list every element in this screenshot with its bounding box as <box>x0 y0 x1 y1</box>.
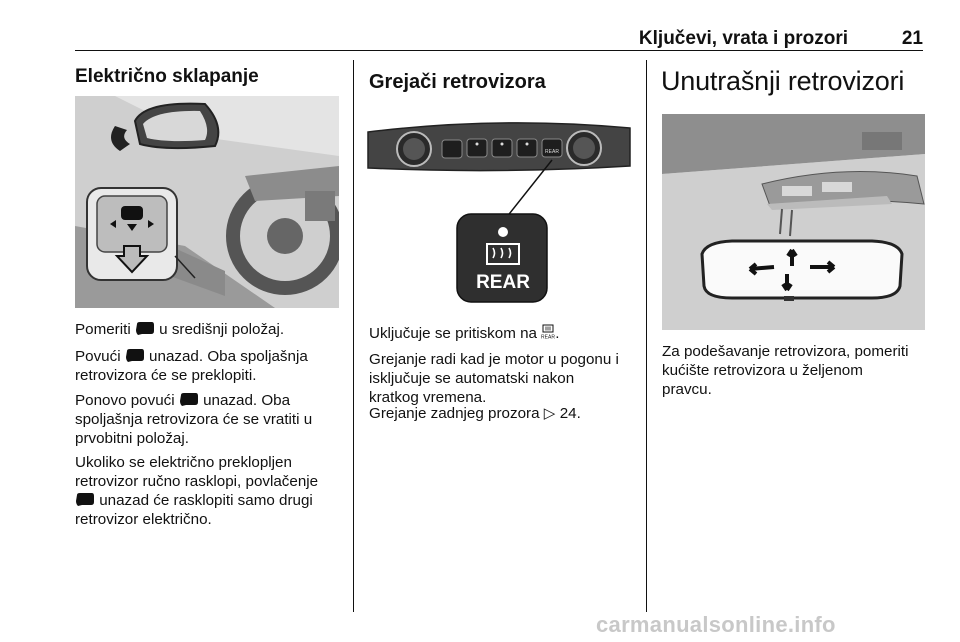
column-separator <box>646 60 647 612</box>
page-header <box>75 26 923 51</box>
section-heading-interior-mirrors: Unutrašnji retrovizori <box>661 66 905 96</box>
paragraph <box>75 347 308 385</box>
door-mirror-switch-illustration <box>75 96 339 308</box>
text: unazad. Oba spoljašnja <box>144 348 308 365</box>
mirror-switch-icon <box>135 322 155 336</box>
text: unazad. Oba <box>198 392 291 409</box>
climate-panel-illustration <box>366 114 632 308</box>
paragraph <box>75 391 312 448</box>
section-heading-mirror-heaters: Grejači retrovizora <box>369 71 546 93</box>
cross-reference-link[interactable]: 24. <box>559 405 581 422</box>
text: Za podešavanje retrovizora, pomeriti <box>662 343 909 360</box>
text: spoljašnja retrovizora će se vratiti u <box>75 411 313 428</box>
rear-icon-label: REAR <box>541 334 556 340</box>
text: kućište retrovizora u željenom <box>662 362 863 379</box>
paragraph <box>369 350 619 407</box>
watermark: carmanualsonline.info <box>596 612 836 637</box>
text: prvobitni položaj. <box>75 430 189 447</box>
text: retrovizor ručno rasklopi, povlačenje <box>75 473 319 490</box>
text: Ponovo povući <box>75 392 175 409</box>
rear-button-label: REAR <box>476 272 530 293</box>
text: Grejanje radi kad je motor u pogonu i <box>369 351 619 368</box>
paragraph <box>369 404 581 423</box>
text: Povući <box>75 348 121 365</box>
text: retrovizora će se preklopiti. <box>75 367 257 384</box>
page-title: Ključevi, vrata i prozori <box>638 28 848 49</box>
column-separator <box>353 60 354 612</box>
paragraph <box>75 320 284 339</box>
interior-mirror-illustration <box>662 114 925 330</box>
paragraph <box>75 453 318 529</box>
text: Pomeriti <box>75 321 131 338</box>
section-heading-electric-folding: Električno sklapanje <box>75 66 259 87</box>
mirror-switch-icon <box>125 349 145 363</box>
text: u središnji položaj. <box>154 321 285 338</box>
mirror-switch-icon <box>75 493 95 507</box>
mirror-switch-icon <box>179 393 199 407</box>
text: Grejanje zadnjeg prozora <box>369 405 540 422</box>
text: unazad će rasklopiti samo drugi <box>95 492 313 509</box>
paragraph <box>369 324 559 343</box>
paragraph <box>662 342 909 399</box>
rear-heater-icon <box>541 324 555 340</box>
page-number: 21 <box>901 28 923 49</box>
cross-reference-arrow-icon: ▷ <box>543 405 556 422</box>
text: pravcu. <box>662 381 712 398</box>
text: . <box>555 325 560 342</box>
small-rear-button-label: REAR <box>545 149 559 155</box>
text: retrovizor električno. <box>75 511 212 528</box>
text: isključuje se automatski nakon <box>369 370 575 387</box>
text: kratkog vremena. <box>369 389 487 406</box>
text: Ukoliko se električno preklopljen <box>75 454 292 471</box>
text: Uključuje se pritiskom na <box>369 325 537 342</box>
